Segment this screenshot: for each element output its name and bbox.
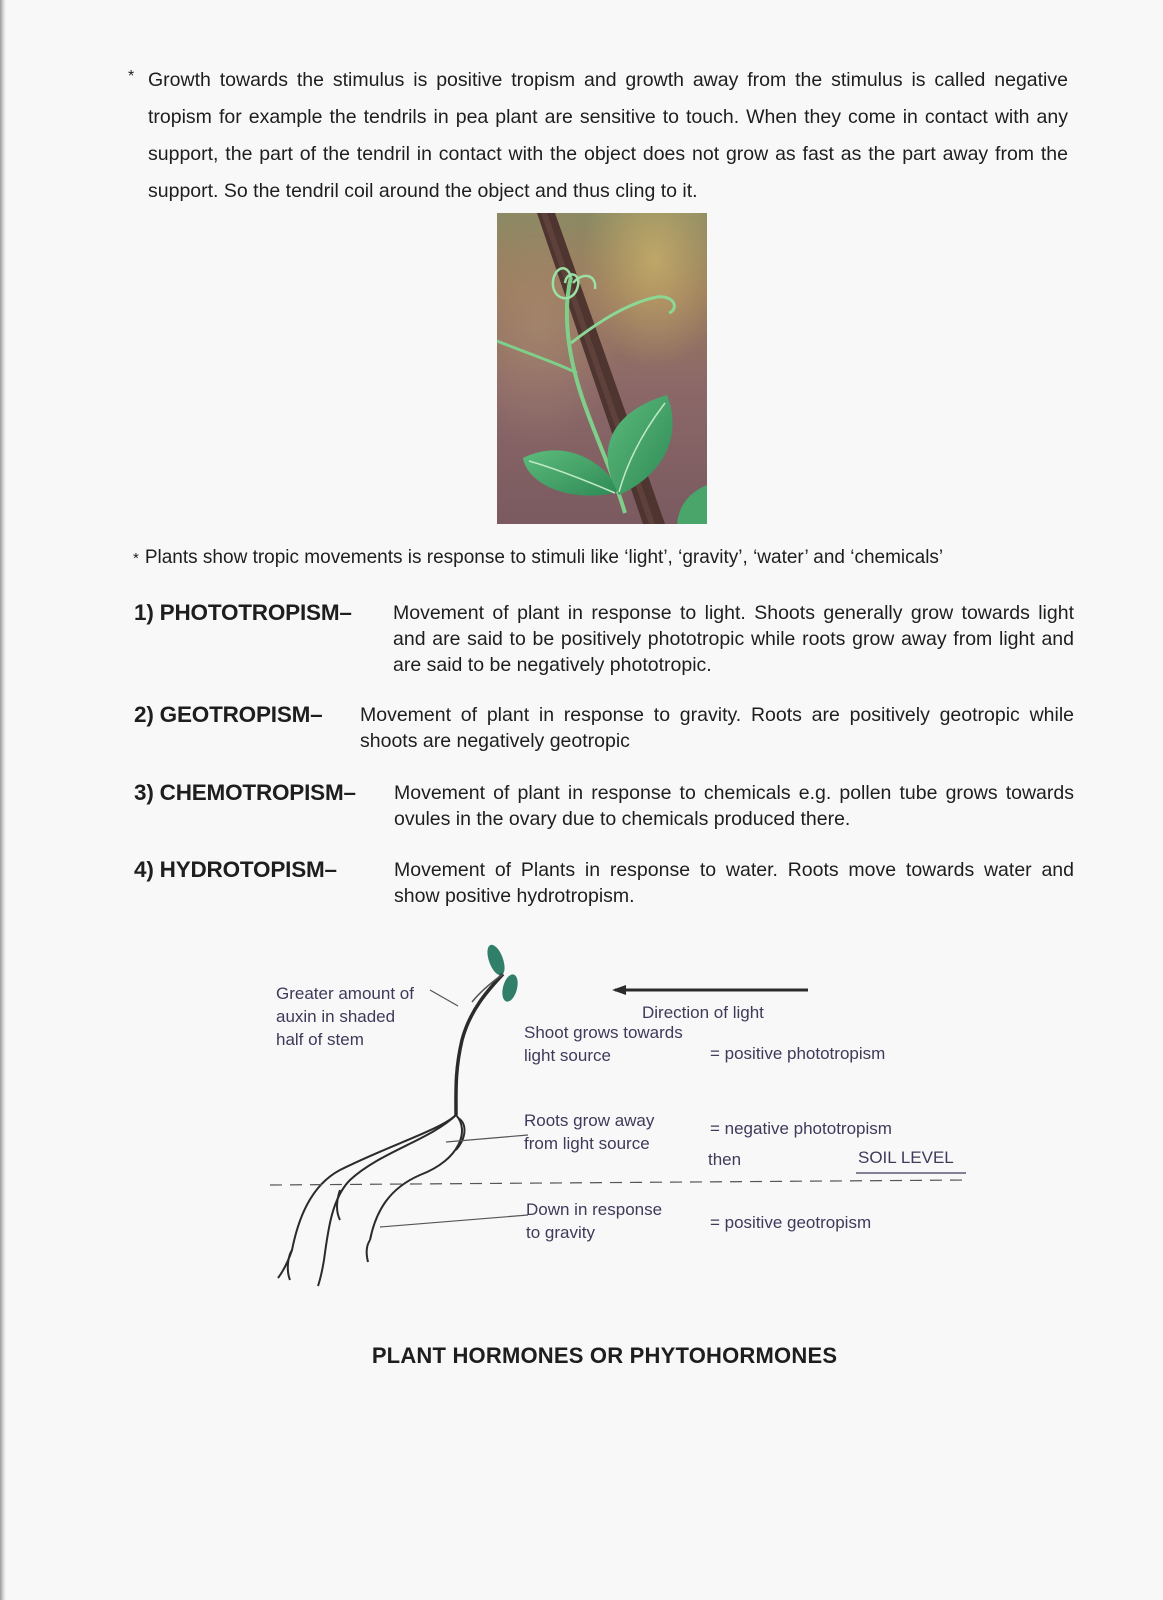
pea-tendril-photo	[497, 213, 707, 524]
tropism-title: 1) PHOTOTROPISM–	[134, 600, 352, 625]
shoot-leaves	[484, 943, 520, 1004]
tropism-title: 2) GEOTROPISM–	[134, 702, 323, 727]
soil-level-label: SOIL LEVEL	[858, 1148, 954, 1167]
tropism-description: Movement of plant in response to gravity. Roots are positively geotropic while shoots are negatively geotropic	[360, 704, 1074, 752]
positive-geotropism-label: = positive geotropism	[710, 1213, 872, 1232]
intro-paragraph	[128, 62, 1068, 210]
intro-bullet: *	[128, 68, 135, 85]
direction-of-light-label: Direction of light	[642, 1003, 764, 1022]
then-label: then	[708, 1150, 742, 1169]
section-heading-plant-hormones: PLANT HORMONES OR PHYTOHORMONES	[371, 1343, 838, 1368]
roots-label: Roots grow away from light source	[524, 1111, 655, 1153]
root-lines	[278, 1115, 465, 1286]
soil-level-line	[270, 1180, 970, 1185]
stimuli-text: Plants show tropic movements is response to stimuli like ‘light’, ‘gravity’, ‘water’ and ‘chemicals’	[144, 547, 944, 568]
tropism-description: Movement of plant in response to light. Shoots generally grow towards light and are said to be positively phototropic while roots grow away from light and are said to be negatively phototropic.	[393, 602, 1074, 676]
light-direction-arrow	[612, 985, 808, 995]
stem-line	[456, 974, 503, 1115]
negative-phototropism-label: = negative phototropism	[710, 1119, 892, 1138]
positive-phototropism-label: = positive phototropism	[710, 1044, 886, 1063]
tropism-description: Movement of plant in response to chemicals e.g. pollen tube grows towards ovules in the ovary due to chemicals produced there.	[394, 782, 1074, 830]
shoot-label: Shoot grows towards light source	[524, 1023, 683, 1065]
intro-text: Growth towards the stimulus is positive tropism and growth away from the stimulus is called negative tropism for example the tendrils in pea plant are sensitive to touch. When they come in contact with any support, the part of the tendril in contact with the object does not grow as fast as the part away from the support. So the tendril coil around the object and thus cling to it.	[148, 69, 1068, 202]
tropism-title: 4) HYDROTOPISM–	[134, 857, 337, 882]
tropism-diagram	[270, 940, 1010, 1320]
stimuli-statement	[133, 547, 1093, 569]
gravity-label: Down in response to gravity	[526, 1200, 663, 1242]
stimuli-bullet: *	[133, 550, 139, 567]
auxin-label: Greater amount of auxin in shaded half of stem	[276, 984, 414, 1049]
tropism-title: 3) CHEMOTROPISM–	[134, 780, 356, 805]
tropism-description: Movement of Plants in response to water. Roots move towards water and show positive hydrotropism.	[394, 859, 1074, 907]
